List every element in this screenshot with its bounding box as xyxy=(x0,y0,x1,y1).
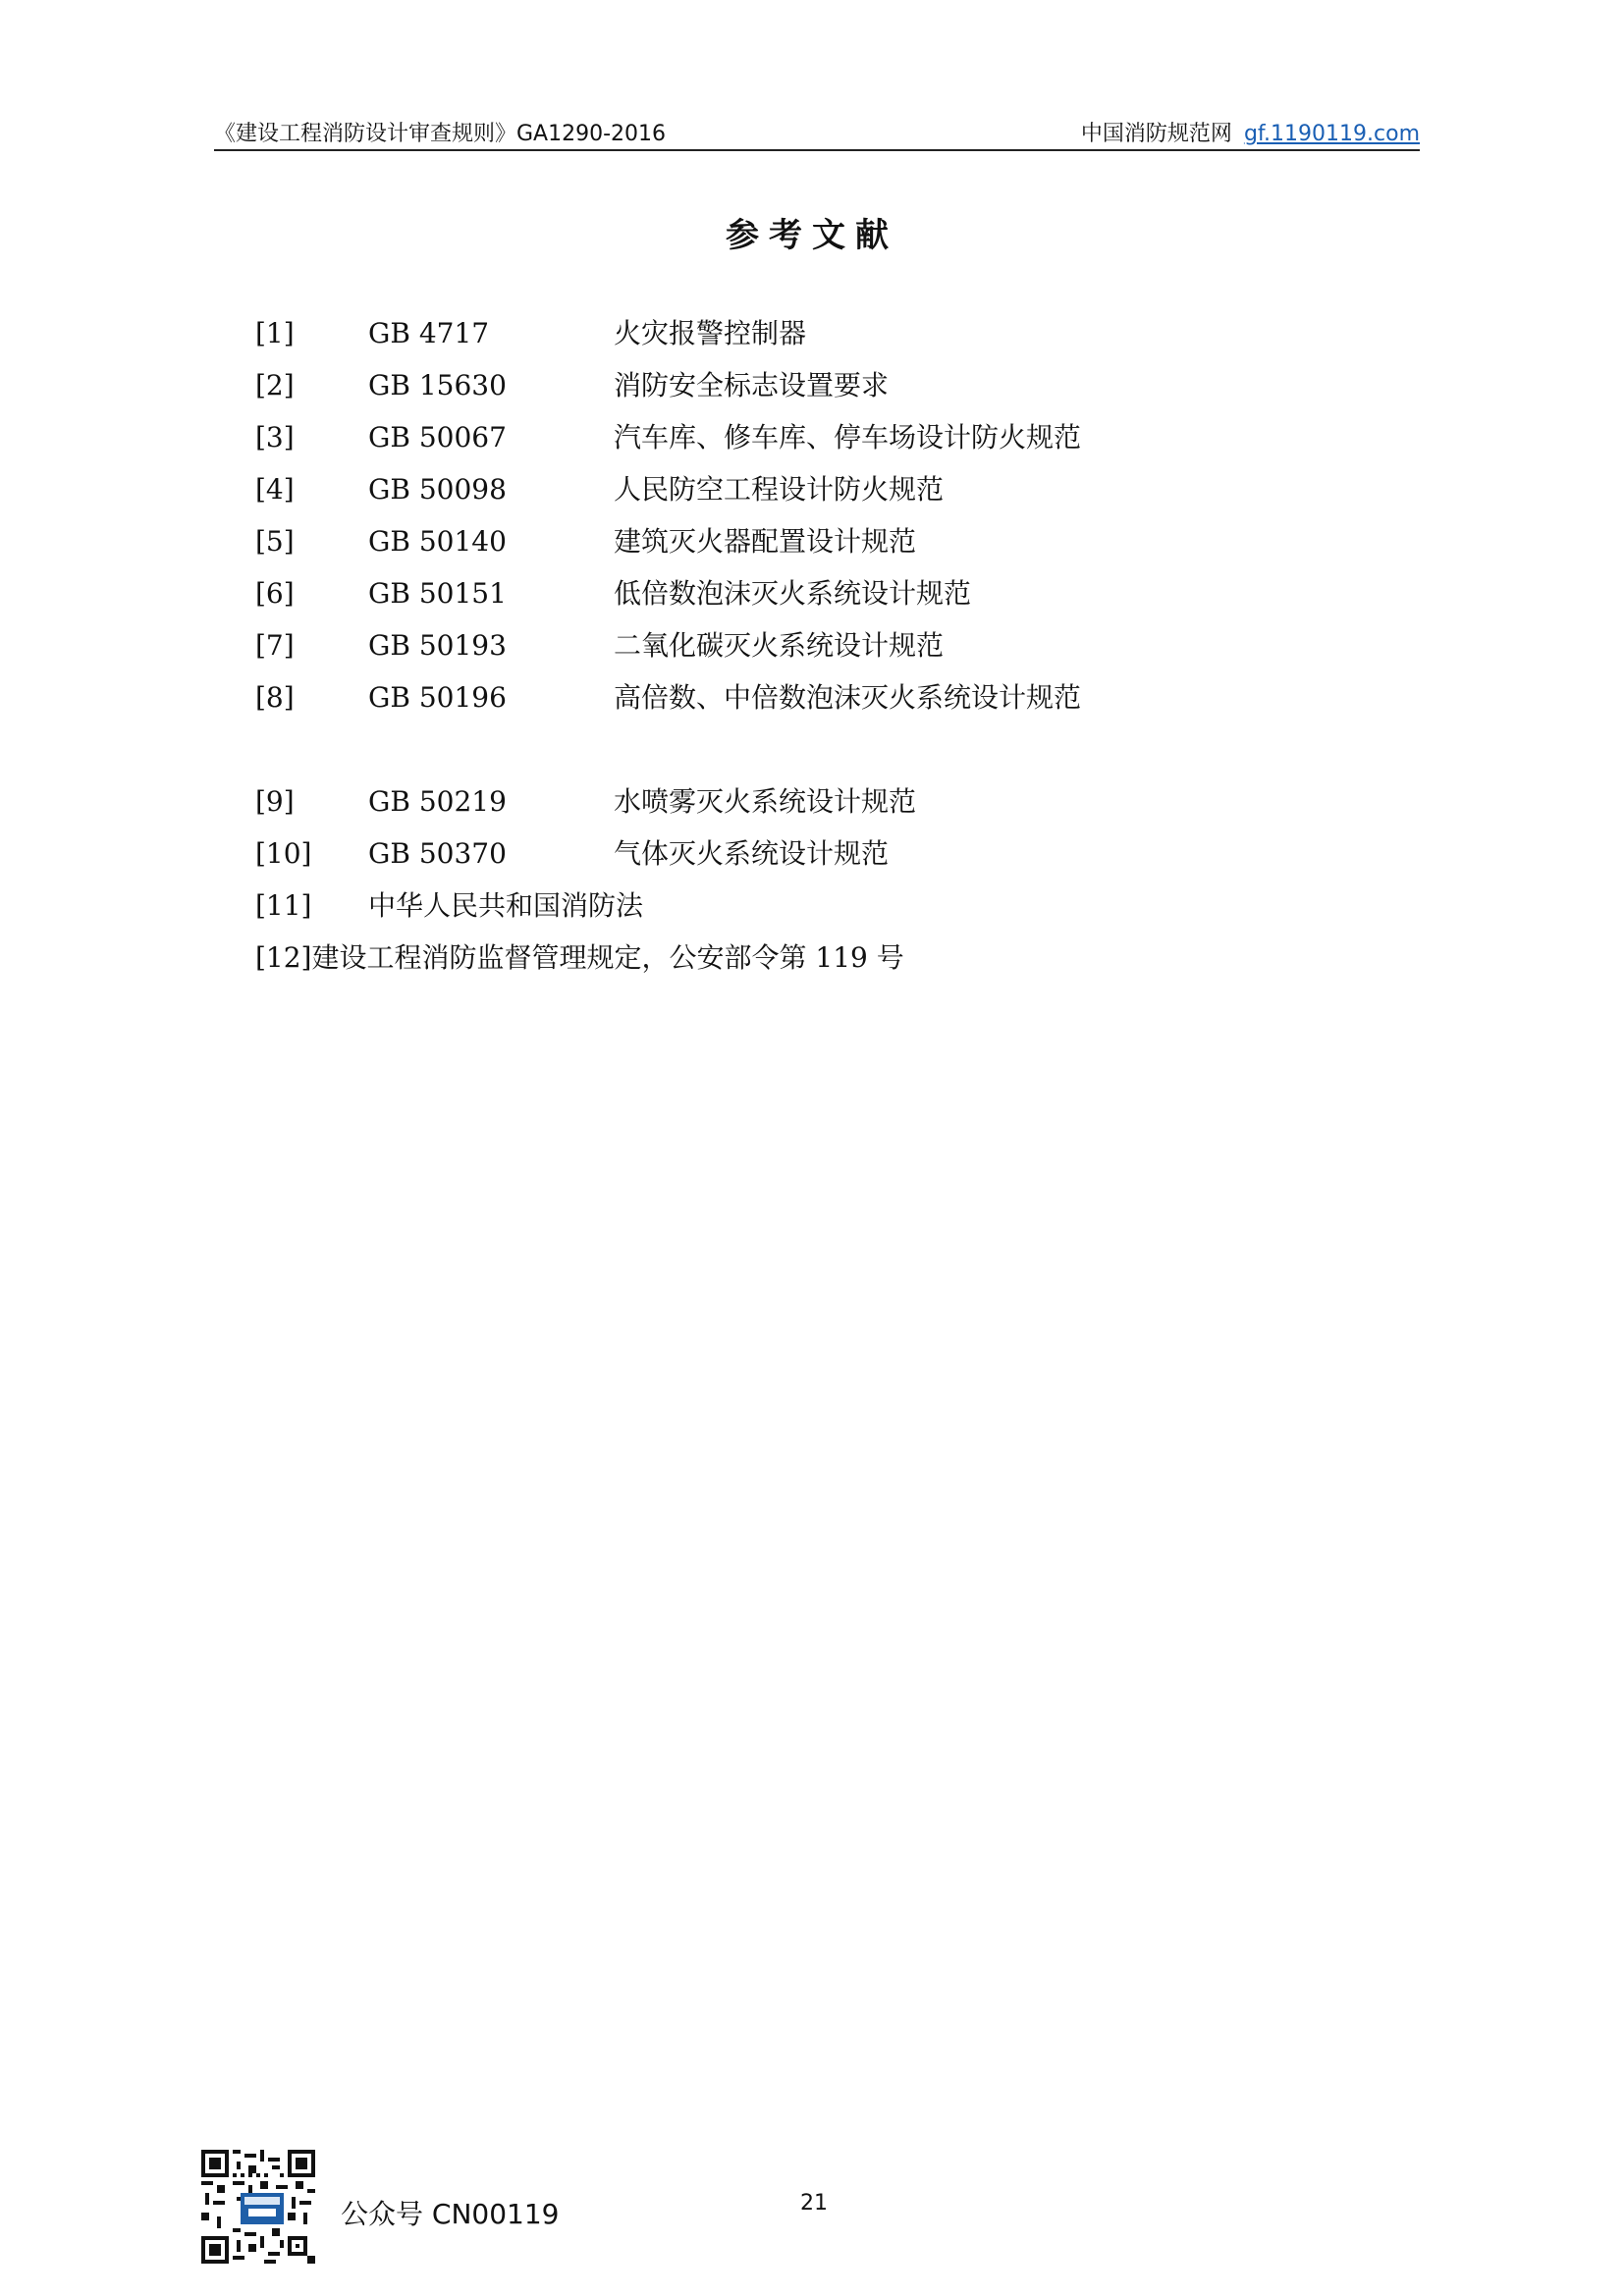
reference-list xyxy=(255,307,1335,984)
reference-number: [5] xyxy=(255,525,295,558)
reference-item xyxy=(255,567,1335,619)
document-title-header: 《建设工程消防设计审查规则》GA1290-2016 xyxy=(214,122,667,146)
site-name: 中国消防规范网 xyxy=(1080,122,1232,146)
reference-item xyxy=(255,880,1335,932)
reference-code: GB 50098 xyxy=(368,473,507,506)
reference-number: [11] xyxy=(255,889,312,922)
reference-number: [1] xyxy=(255,317,295,349)
reference-title: 气体灭火系统设计规范 xyxy=(614,837,890,870)
reference-code: GB 50219 xyxy=(368,785,507,818)
reference-item xyxy=(255,828,1335,880)
reference-code: GB 4717 xyxy=(368,317,490,349)
site-link[interactable]: gf.1190119.com xyxy=(1243,122,1420,146)
reference-title: 消防安全标志设置要求 xyxy=(614,369,890,401)
page-footer xyxy=(201,2150,1419,2268)
reference-entry xyxy=(255,932,904,984)
reference-item xyxy=(255,515,1335,567)
reference-number: [10] xyxy=(255,837,312,870)
reference-item xyxy=(255,775,1335,828)
reference-code: GB 50196 xyxy=(368,681,507,714)
reference-title: 建设工程消防监督管理规定，公安部令第 119 号 xyxy=(311,941,904,974)
reference-code: GB 50193 xyxy=(368,629,507,662)
page-title: 参考文献 xyxy=(726,216,898,255)
reference-title: 中华人民共和国消防法 xyxy=(368,889,644,922)
site-header xyxy=(1081,117,1420,147)
reference-item xyxy=(255,932,1335,984)
reference-item xyxy=(255,619,1335,671)
reference-title: 低倍数泡沫灭火系统设计规范 xyxy=(614,577,972,610)
reference-code: GB 15630 xyxy=(368,369,507,401)
page-header xyxy=(214,118,1420,151)
qr-code-icon xyxy=(201,2150,315,2264)
reference-number: [12] xyxy=(255,941,312,974)
reference-code: GB 50151 xyxy=(368,577,507,610)
reference-number: [9] xyxy=(255,785,295,818)
reference-code: GB 50370 xyxy=(368,837,507,870)
reference-number: [6] xyxy=(255,577,295,610)
reference-number: [4] xyxy=(255,473,295,506)
reference-item xyxy=(255,463,1335,515)
reference-title: 二氧化碳灭火系统设计规范 xyxy=(614,629,945,662)
reference-title: 水喷雾灭火系统设计规范 xyxy=(614,785,917,818)
reference-title: 汽车库、修车库、停车场设计防火规范 xyxy=(614,421,1082,454)
reference-title: 人民防空工程设计防火规范 xyxy=(614,473,945,506)
reference-title: 火灾报警控制器 xyxy=(614,317,807,349)
page-number: 21 xyxy=(800,2191,828,2216)
reference-title: 高倍数、中倍数泡沫灭火系统设计规范 xyxy=(614,681,1082,714)
reference-item xyxy=(255,671,1335,723)
reference-number: [2] xyxy=(255,369,295,401)
reference-item xyxy=(255,359,1335,411)
reference-item xyxy=(255,307,1335,359)
reference-title: 建筑灭火器配置设计规范 xyxy=(614,525,917,558)
reference-code: GB 50140 xyxy=(368,525,507,558)
wechat-account-label: 公众号 CN00119 xyxy=(341,2198,560,2230)
reference-number: [7] xyxy=(255,629,295,662)
reference-code: GB 50067 xyxy=(368,421,507,454)
reference-number: [8] xyxy=(255,681,295,714)
reference-item xyxy=(255,411,1335,463)
reference-number: [3] xyxy=(255,421,295,454)
